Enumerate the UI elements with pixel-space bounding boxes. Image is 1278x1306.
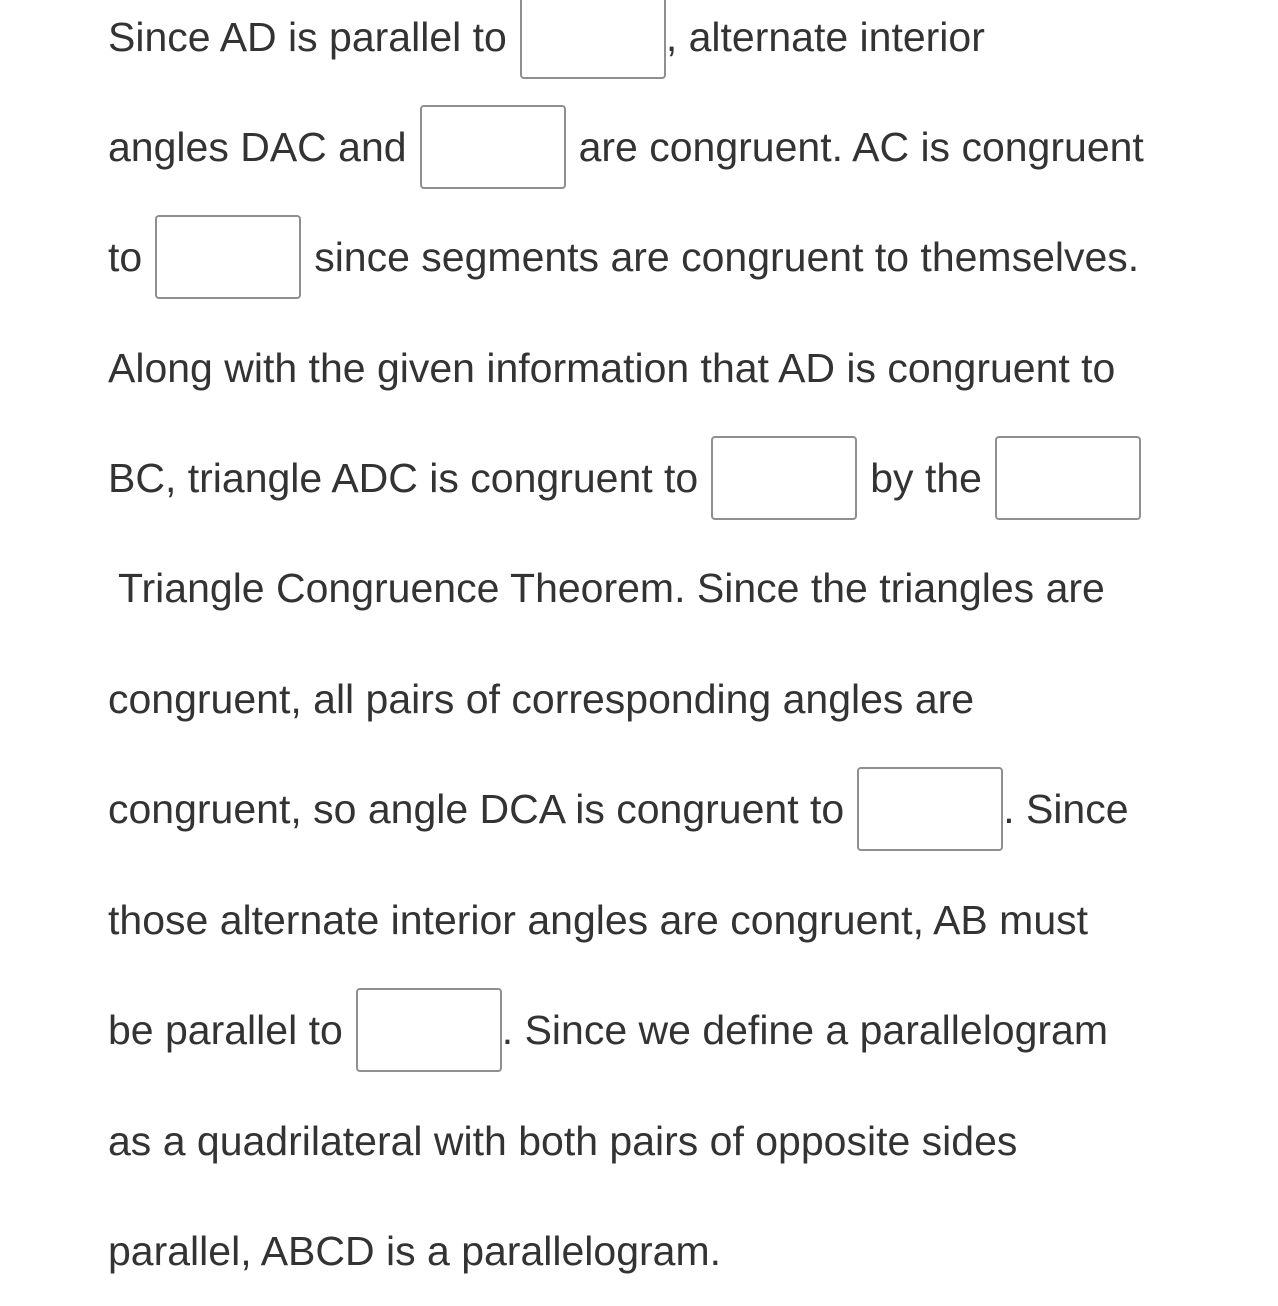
proof-line-11 bbox=[108, 1086, 1017, 1196]
proof-text: as a quadrilateral with both pairs of opposite sides bbox=[108, 1117, 1018, 1164]
proof-line-12 bbox=[108, 1196, 721, 1306]
proof-text: BC, triangle ADC is congruent to bbox=[108, 454, 699, 501]
proof-line-2 bbox=[108, 92, 1144, 202]
proof-text: are congruent. AC is congruent bbox=[578, 123, 1144, 170]
answer-blank-5[interactable] bbox=[995, 436, 1141, 520]
proof-text: those alternate interior angles are congruent, AB must bbox=[108, 896, 1089, 943]
proof-text: parallel, ABCD is a parallelogram. bbox=[108, 1227, 721, 1274]
proof-text: by the bbox=[870, 454, 982, 501]
proof-line-3 bbox=[108, 202, 1139, 312]
proof-line-6 bbox=[118, 533, 1105, 643]
proof-line-10 bbox=[108, 975, 1108, 1085]
proof-text: congruent, all pairs of corresponding angles are bbox=[108, 675, 975, 722]
proof-text: Triangle Congruence Theorem. Since the triangles are bbox=[118, 564, 1105, 611]
proof-text: angles DAC and bbox=[108, 123, 407, 170]
proof-line-1 bbox=[108, 0, 985, 92]
proof-text: . Since we define a parallelogram bbox=[501, 1006, 1109, 1053]
answer-blank-6[interactable] bbox=[857, 767, 1003, 851]
proof-line-7 bbox=[108, 644, 974, 754]
proof-text: Since AD is parallel to bbox=[108, 13, 507, 60]
answer-blank-3[interactable] bbox=[155, 215, 301, 299]
proof-text: to bbox=[108, 233, 143, 280]
answer-blank-2[interactable] bbox=[420, 105, 566, 189]
answer-blank-4[interactable] bbox=[711, 436, 857, 520]
proof-line-4 bbox=[108, 313, 1115, 423]
answer-blank-1[interactable] bbox=[520, 0, 666, 79]
proof-text: since segments are congruent to themselves. bbox=[314, 233, 1140, 280]
proof-text: be parallel to bbox=[108, 1006, 343, 1053]
proof-line-9 bbox=[108, 865, 1088, 975]
proof-line-5 bbox=[108, 423, 1141, 533]
proof-text: Along with the given information that AD is congruent to bbox=[108, 344, 1116, 391]
proof-line-8 bbox=[108, 754, 1129, 864]
proof-text: congruent, so angle DCA is congruent to bbox=[108, 785, 845, 832]
proof-text: . Since bbox=[1003, 785, 1129, 832]
answer-blank-7[interactable] bbox=[356, 988, 502, 1072]
proof-text: , alternate interior bbox=[665, 13, 985, 60]
